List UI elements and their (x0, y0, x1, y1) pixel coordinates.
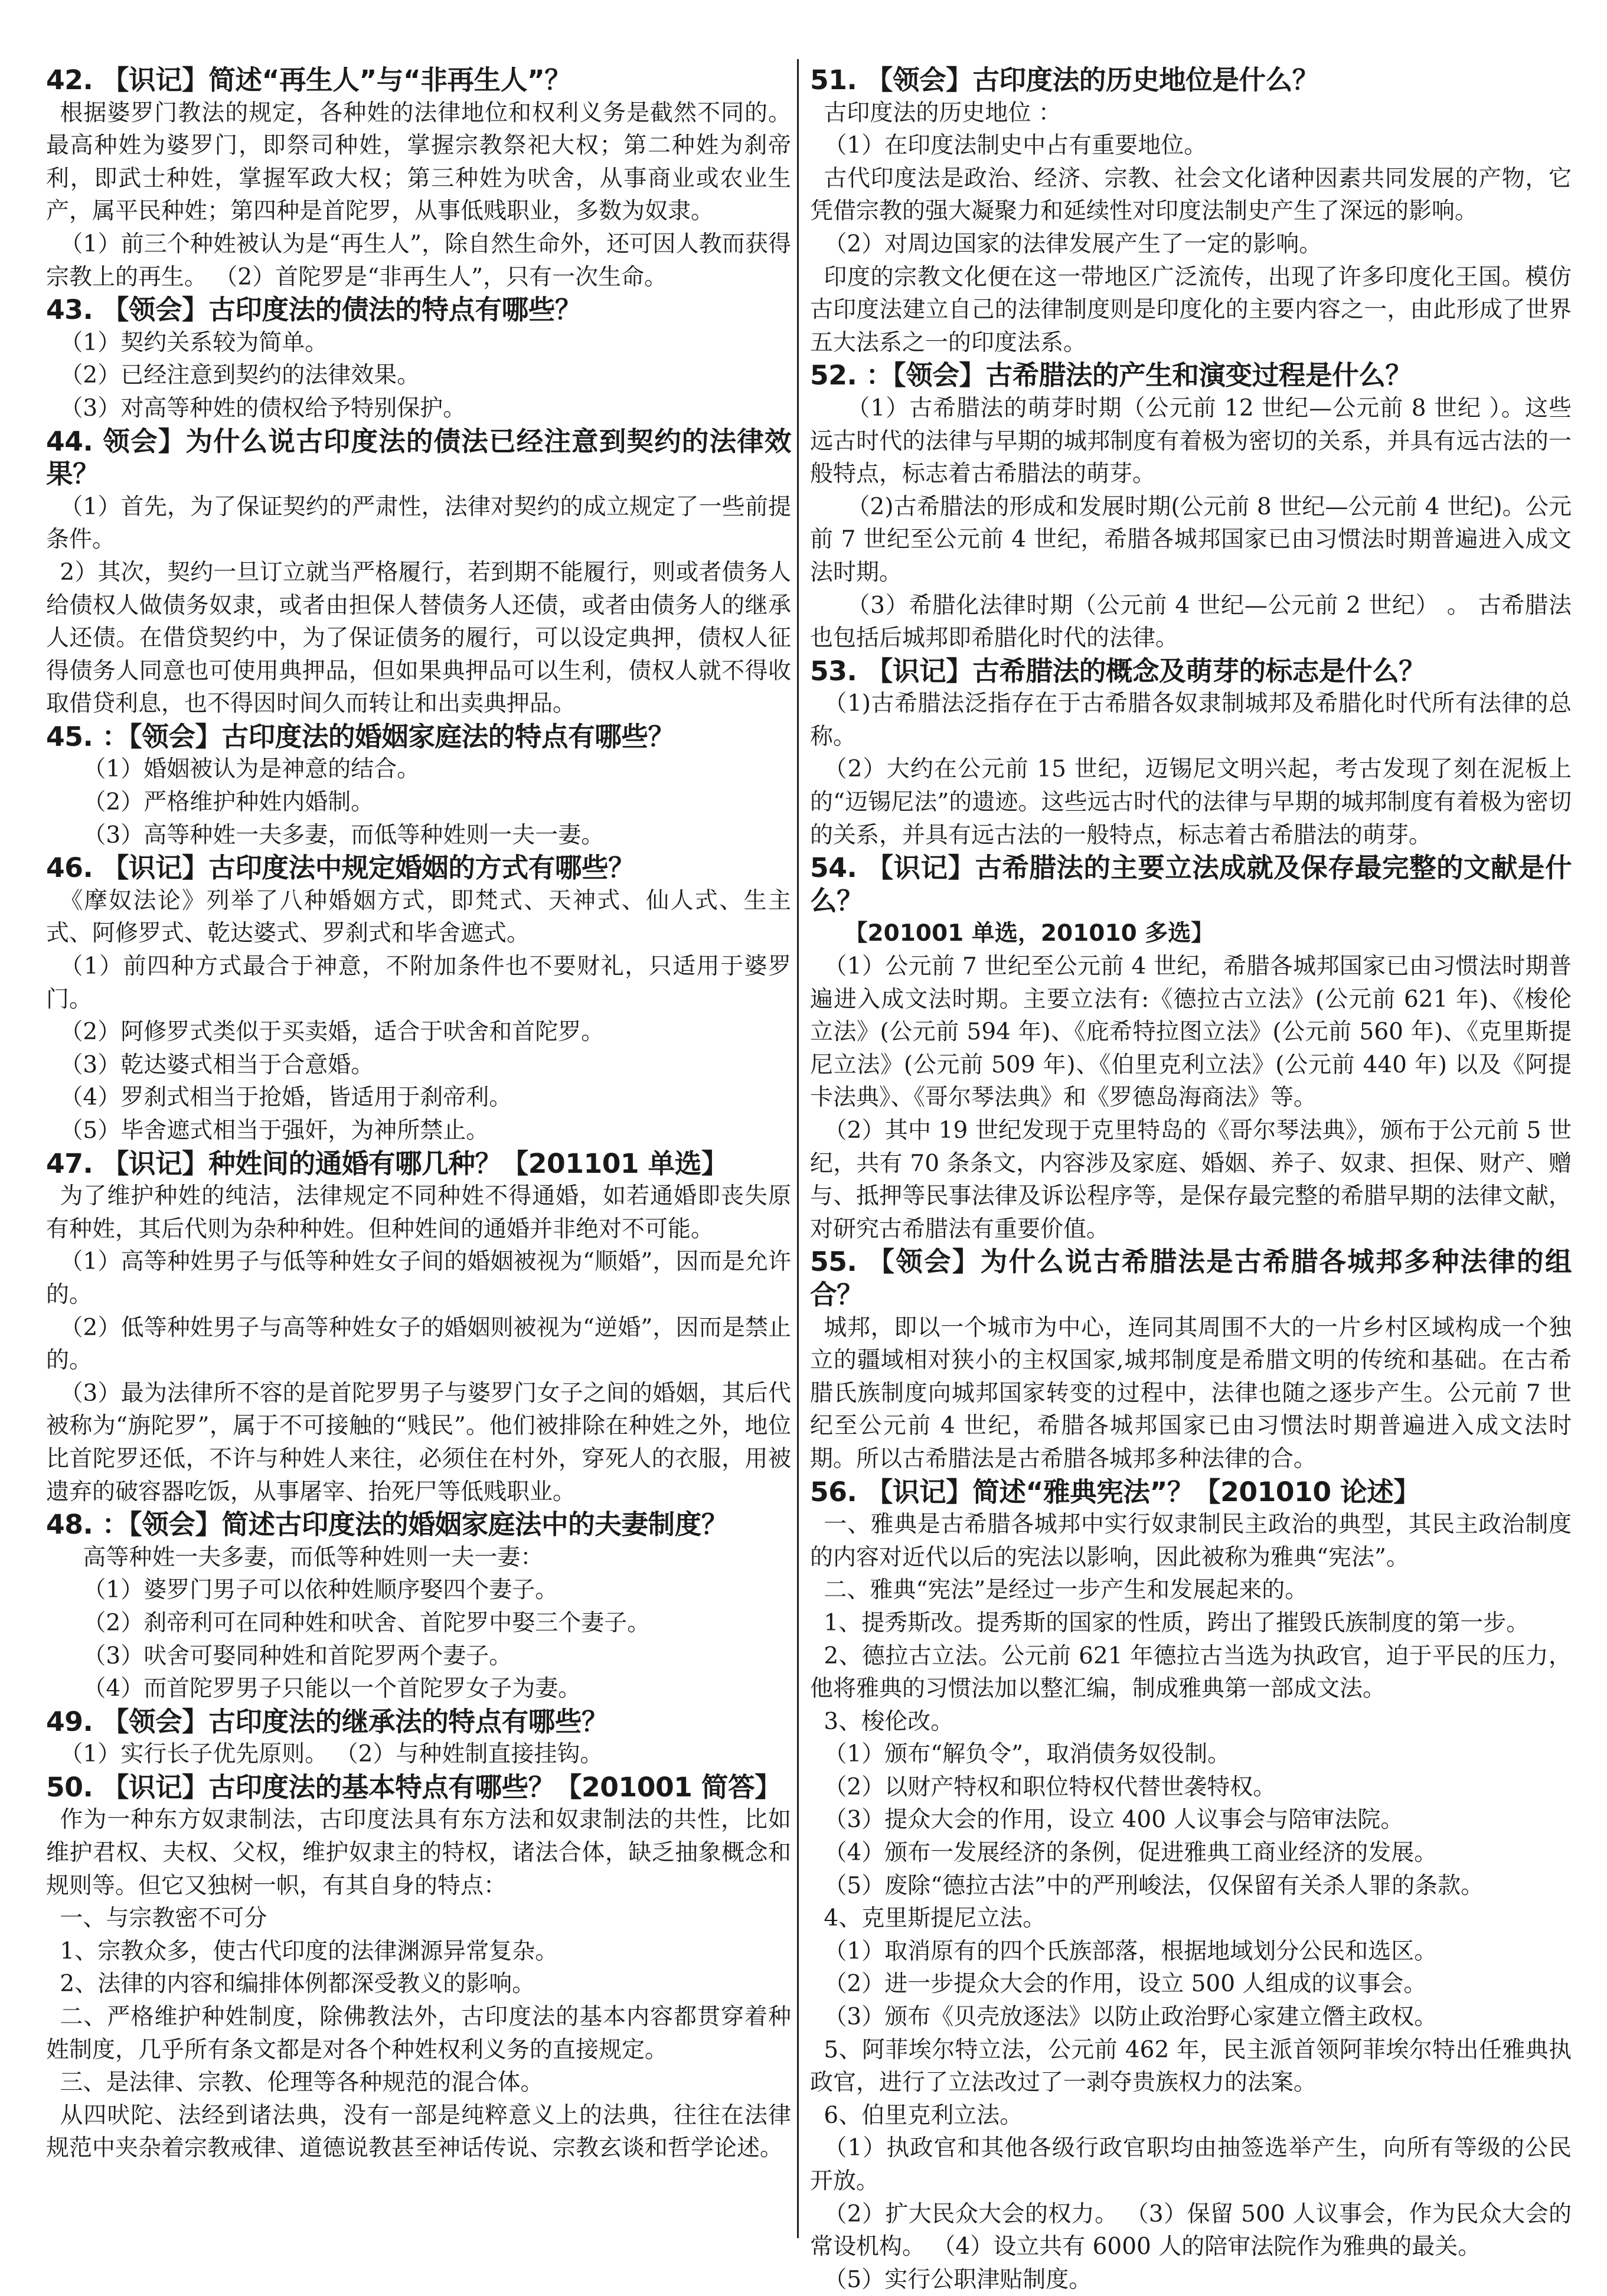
question-heading: 50. 【识记】古印度法的基本特点有哪些？【201001 简答】 (46, 1771, 782, 1803)
question-heading: 56. 【识记】简述“雅典宪法”？【201010 论述】 (810, 1476, 1420, 1508)
question-heading: 42. 【识记】简述“再生人”与“非再生人”？ (46, 64, 571, 96)
answer-paragraph: 《摩奴法论》列举了八种婚姻方式，即梵式、天神式、仙人式、生主式、阿修罗式、乾达婆式、罗刹式和毕舍遮式。 (46, 887, 791, 947)
question-heading: 52. ：【领会】古希腊法的产生和演变过程是什么？ (810, 360, 1412, 392)
answer-paragraph: （3）高等种姓一夫多妻，而低等种姓则一夫一妻。 (83, 821, 605, 849)
left-column (46, 64, 791, 2165)
answer-paragraph: （2）大约在公元前 15 世纪，迈锡尼文明兴起，考古发现了刻在泥板上的“迈锡尼法”的遗迹。这些远古时代的法律与早期的城邦制度有着极为密切的关系，并具有远古法的一般特点，标志着古希腊法的萌芽。 (810, 756, 1572, 849)
answer-paragraph: 一、雅典是古希腊各城邦中实行奴隶制民主政治的典型，其民主政治制度的内容对近代以后的宪法以影响，因此被称为雅典“宪法”。 (810, 1511, 1572, 1571)
answer-paragraph: 2）其次，契约一旦订立就当严格履行，若到期不能履行，则或者债务人给债权人做债务奴隶，或者由担保人替债务人还债，或者由债务人的继承人还债。在借贷契约中，为了保证债务的履行，可以设定典押，债权人征得债务人同意也可使用典押品，但如果典押品可以生利，债权人就不得收取借贷利息，也不得因时间久而转让和出卖典押品。 (46, 559, 791, 718)
answer-paragraph: （3）颁布《贝壳放逐法》以防止政治野心家建立僭主政权。 (824, 2004, 1438, 2031)
answer-paragraph: 为了维护种姓的纯洁，法律规定不同种姓不得通婚，如若通婚即丧失原有种姓，其后代则为杂种种姓。但种姓间的通婚并非绝对不可能。 (46, 1183, 791, 1242)
question-heading: 55. 【领会】为什么说古希腊法是古希腊各城邦多种法律的组合？ (810, 1246, 1572, 1310)
question-heading: 51. 【领会】古印度法的历史地位是什么？ (810, 64, 1319, 96)
answer-paragraph: （1）实行长子优先原则。 （2）与种姓制直接挂钩。 (60, 1741, 603, 1768)
answer-paragraph: （1）取消原有的四个氏族部落，根据地域划分公民和选区。 (824, 1938, 1438, 1965)
answer-paragraph: （2）扩大民众大会的权力。 （3）保留 500 人议事会，作为民众大会的常设机构。 （4）设立共有 6000 人的陪审法院作为雅典的最关。 (810, 2200, 1572, 2261)
answer-paragraph: （1）高等种姓男子与低等种姓女子间的婚姻被视为“顺婚”，因而是允许的。 (46, 1248, 791, 1308)
answer-paragraph: （5）毕舍遮式相当于强奸，为神所禁止。 (60, 1117, 489, 1144)
answer-paragraph: （1）婆罗门男子可以依种姓顺序娶四个妻子。 (83, 1577, 558, 1604)
answer-paragraph: （2）低等种姓男子与高等种姓女子的婚姻则被视为“逆婚”，因而是禁止的。 (46, 1314, 791, 1374)
answer-paragraph: 5、阿菲埃尔特立法，公元前 462 年，民主派首领阿菲埃尔特出任雅典执政官，进行了立法改过了一剥夺贵族权力的法案。 (810, 2036, 1572, 2096)
answer-paragraph: （1）契约关系较为简单。 (60, 329, 328, 356)
question-heading: 54. 【识记】古希腊法的主要立法成就及保存最完整的文献是什么？ (810, 852, 1572, 917)
question-heading: 48. ：【领会】简述古印度法的婚姻家庭法中的夫妻制度？ (46, 1509, 728, 1541)
answer-paragraph: （1）颁布“解负令”，取消债务奴役制。 (824, 1741, 1231, 1768)
answer-paragraph: （1）公元前 7 世纪至公元前 4 世纪，希腊各城邦国家已由习惯法时期普遍进入成文法时期。主要立法有:《德拉古立法》(公元前 621 年)、《梭伦立法》(公元前 594 年)、《庇希特拉图立法》(公元前 560 年)、《克里斯提尼立法》(公元前 509 年)、《伯里克利立法》(公元前 440 年) 以及《阿提卡法典》、《哥尔琴法典》和《罗德岛海商法》等。 (810, 953, 1572, 1111)
answer-paragraph: 1、提秀斯改。提秀斯的国家的性质，跨出了摧毁氏族制度的第一步。 (824, 1609, 1530, 1636)
answer-paragraph: （1）在印度法制史中占有重要地位。 (824, 132, 1207, 159)
answer-paragraph: （2）其中 19 世纪发现于克里特岛的《哥尔琴法典》，颁布于公元前 5 世纪，共有 70 条条文，内容涉及家庭、婚姻、养子、奴隶、担保、财产、赠与、抵押等民事法律及诉讼程序等，是保存最完整的希腊早期的法律文献，对研究古希腊法有重要价值。 (810, 1117, 1572, 1242)
answer-paragraph: 二、严格维护种姓制度，除佛教法外，古印度法的基本内容都贯穿着种姓制度，几乎所有条文都是对各个种姓权利义务的直接规定。 (46, 2004, 791, 2063)
answer-paragraph: （2）阿修罗式类似于买卖婚，适合于吠舍和首陀罗。 (60, 1019, 605, 1046)
answer-paragraph: 根据婆罗门教法的规定，各种姓的法律地位和权利义务是截然不同的。最高种姓为婆罗门，即祭司种姓，掌握宗教祭祀大权；第二种姓为刹帝利，即武士种姓，掌握军政大权；第三种姓为吠舍，从事商业或农业生产，属平民种姓；第四种是首陀罗，从事低贱职业，多数为奴隶。 (46, 99, 791, 225)
answer-paragraph: 2、德拉古立法。公元前 621 年德拉古当选为执政官，迫于平民的压力，他将雅典的习惯法加以整汇编，制成雅典第一部成文法。 (810, 1642, 1572, 1703)
column-divider (797, 59, 799, 2238)
answer-paragraph: （4）罗刹式相当于抢婚，皆适用于刹帝利。 (60, 1084, 512, 1111)
answer-paragraph: 高等种姓一夫多妻，而低等种姓则一夫一妻： (83, 1544, 544, 1571)
answer-paragraph: （2）进一步提众大会的作用，设立 500 人组成的议事会。 (824, 1971, 1427, 1998)
answer-paragraph: 古代印度法是政治、经济、宗教、社会文化诸种因素共同发展的产物，它凭借宗教的强大凝聚力和延续性对印度法制史产生了深远的影响。 (810, 165, 1572, 225)
question-heading: 46. 【识记】古印度法中规定婚姻的方式有哪些？ (46, 852, 635, 884)
answer-paragraph: （5）实行公职津贴制度。 (824, 2266, 1092, 2293)
answer-paragraph: （5）废除“德拉古法”中的严刑峻法，仅保留有关杀人罪的条款。 (824, 1872, 1484, 1899)
answer-paragraph: （4）颁布一发展经济的条例，促进雅典工商业经济的发展。 (824, 1840, 1438, 1867)
answer-paragraph: （1）婚姻被认为是神意的结合。 (83, 756, 420, 783)
answer-paragraph: （3）希腊化法律时期（公元前 4 世纪—公元前 2 世纪） 。 古希腊法也包括后城邦即希腊化时代的法律。 (810, 592, 1572, 652)
answer-paragraph: （2）已经注意到契约的法律效果。 (60, 362, 420, 389)
answer-paragraph: 6、伯里克利立法。 (824, 2102, 1023, 2129)
answer-paragraph: （3）对高等种姓的债权给予特别保护。 (60, 394, 466, 422)
answer-paragraph: 古印度法的历史地位 ： (824, 99, 1061, 126)
question-heading: 【201001 单选，201010 多选】 (844, 920, 1214, 947)
right-column (810, 64, 1572, 2296)
answer-paragraph: 城邦，即以一个城市为中心，连同其周围不大的一片乡村区域构成一个独立的疆域相对狭小的主权国家,城邦制度是希腊文明的传统和基础。在古希腊氏族制度向城邦国家转变的过程中，法律也随之逐步产生。公元前 7 世纪至公元前 4 世纪，希腊各城邦国家已由习惯法时期普遍进入成文法时期。所以古希腊法是古希腊各城邦多种法律的合。 (810, 1314, 1572, 1472)
answer-paragraph: （3）乾达婆式相当于合意婚。 (60, 1051, 374, 1078)
answer-paragraph: 4、克里斯提尼立法。 (824, 1905, 1046, 1932)
answer-paragraph: （2)古希腊法的形成和发展时期(公元前 8 世纪—公元前 4 世纪)。公元前 7 世纪至公元前 4 世纪，希腊各城邦国家已由习惯法时期普遍进入成文法时期。 (810, 493, 1572, 586)
answer-paragraph: （2）刹帝利可在同种姓和吠舍、首陀罗中娶三个妻子。 (83, 1609, 651, 1636)
answer-paragraph: （1）古希腊法的萌芽时期（公元前 12 世纪—公元前 8 世纪 ）。这些远古时代的法律与早期的城邦制度有着极为密切的关系，并具有远古法的一般特点，标志着古希腊法的萌芽。 (810, 394, 1572, 488)
answer-paragraph: （2）以财产特权和职位特权代替世袭特权。 (824, 1773, 1276, 1801)
question-heading: 43. 【领会】古印度法的债法的特点有哪些？ (46, 294, 582, 326)
answer-paragraph: （4）而首陀罗男子只能以一个首陀罗女子为妻。 (83, 1675, 582, 1703)
question-heading: 45. ：【领会】古印度法的婚姻家庭法的特点有哪些？ (46, 720, 675, 752)
answer-paragraph: 1、宗教众多，使古代印度的法律渊源异常复杂。 (60, 1938, 558, 1965)
answer-paragraph: 一、与宗教密不可分 (60, 1905, 267, 1932)
question-heading: 53. 【识记】古希腊法的概念及萌芽的标志是什么？ (810, 655, 1426, 687)
answer-paragraph: （1）前三个种姓被认为是“再生人”，除自然生命外，还可因人教而获得宗教上的再生。 （2）首陀罗是“非再生人”，只有一次生命。 (46, 230, 791, 291)
answer-paragraph: （3）提众大会的作用，设立 400 人议事会与陪审法院。 (824, 1806, 1404, 1834)
answer-paragraph: 从四吠陀、法经到诸法典，没有一部是纯粹意义上的法典，往往在法律规范中夹杂着宗教戒律、道德说教甚至神话传说、宗教玄谈和哲学论述。 (46, 2102, 791, 2162)
answer-paragraph: 二、雅典“宪法”是经过一步产生和发展起来的。 (824, 1577, 1308, 1604)
answer-paragraph: （2）严格维护种姓内婚制。 (83, 789, 374, 816)
answer-paragraph: （3）吠舍可娶同种姓和首陀罗两个妻子。 (83, 1642, 512, 1669)
answer-paragraph: （1）首先，为了保证契约的严肃性，法律对契约的成立规定了一些前提条件。 (46, 493, 791, 553)
answer-paragraph: 2、法律的内容和编排体例都深受教义的影响。 (60, 1971, 535, 1998)
answer-paragraph: 3、梭伦改。 (824, 1708, 954, 1735)
answer-paragraph: 三、是法律、宗教、伦理等各种规范的混合体。 (60, 2069, 544, 2096)
answer-paragraph: 印度的宗教文化便在这一带地区广泛流传，出现了许多印度化王国。模仿古印度法建立自己的法律制度则是印度化的主要内容之一，由此形成了世界五大法系之一的印度法系。 (810, 263, 1572, 356)
question-heading: 49. 【领会】古印度法的继承法的特点有哪些？ (46, 1705, 609, 1737)
answer-paragraph: （2）对周边国家的法律发展产生了一定的影响。 (824, 230, 1322, 257)
answer-paragraph: 作为一种东方奴隶制法，古印度法具有东方法和奴隶制法的共性，比如维护君权、夫权、父权，维护奴隶主的特权，诸法合体，缺乏抽象概念和规则等。但它又独树一帜，有其自身的特点： (46, 1806, 791, 1899)
question-heading: 47. 【识记】种姓间的通婚有哪几种？【201101 单选】 (46, 1147, 728, 1179)
answer-paragraph: （1）执政官和其他各级行政官职均由抽签选举产生，向所有等级的公民开放。 (810, 2135, 1572, 2194)
answer-paragraph: （1）前四种方式最合于神意，不附加条件也不要财礼，只适用于婆罗门。 (46, 953, 791, 1013)
answer-paragraph: （1)古希腊法泛指存在于古希腊各奴隶制城邦及希腊化时代所有法律的总称。 (810, 690, 1572, 750)
question-heading: 44. 领会】为什么说古印度法的债法已经注意到契约的法律效果？ (46, 425, 791, 490)
answer-paragraph: （3）最为法律所不容的是首陀罗男子与婆罗门女子之间的婚姻，其后代被称为“旃陀罗”，属于不可接触的“贱民”。他们被排除在种姓之外，地位比首陀罗还低，不许与种姓人来往，必须住在村外，穿死人的衣服，用被遗弃的破容器吃饭，从事屠宰、抬死尸等低贱职业。 (46, 1379, 791, 1505)
